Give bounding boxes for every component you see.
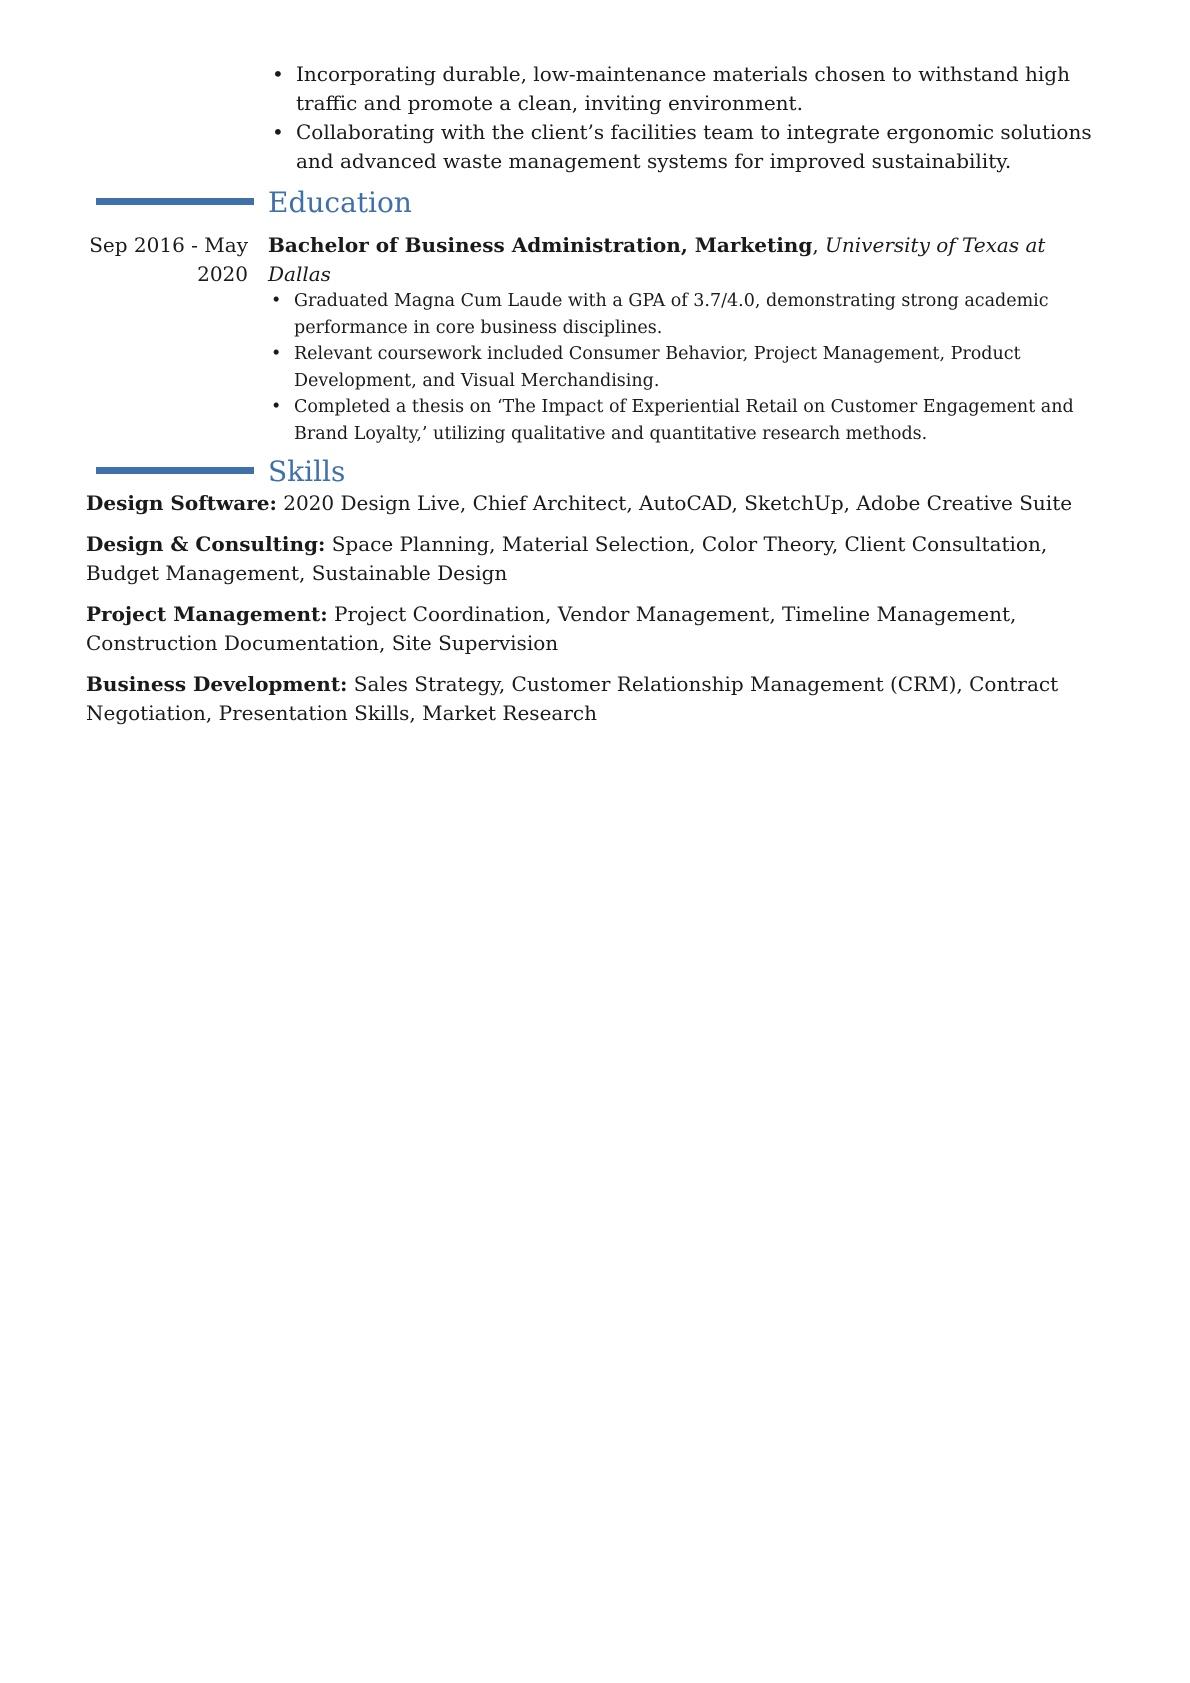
- skill-row-design-consulting: [86, 530, 1106, 588]
- skill-value: Space Planning, Material Selection, Color Theory, Client Consultation, Budget Management, Sustainable Design: [86, 532, 1048, 585]
- skill-value: Sales Strategy, Customer Relationship Management (CRM), Contract Negotiation, Presentation Skills, Market Research: [86, 672, 1059, 725]
- education-date: Sep 2016 - May 2020: [89, 233, 248, 286]
- skill-row-project-management: [86, 600, 1106, 658]
- education-details-list: [268, 288, 1090, 447]
- skill-label: Project Management:: [86, 602, 328, 626]
- school-name: University of Texas at Dallas: [268, 233, 1046, 286]
- education-heading: Education: [268, 186, 412, 219]
- bullet-icon: •: [272, 120, 284, 144]
- skill-row-design-software: [86, 489, 1106, 518]
- skill-label: Design Software:: [86, 491, 277, 515]
- bullet-text: Completed a thesis on ‘The Impact of Experiential Retail on Customer Engagement and Brand Loyalty,’ utilizing qualitative and quantitative research methods.: [294, 397, 1074, 444]
- bullet-text: Incorporating durable, low-maintenance materials chosen to withstand high traffic and promote a clean, inviting environment.: [296, 62, 1070, 115]
- education-section-rule: [96, 198, 254, 205]
- skill-value: Project Coordination, Vendor Management, Timeline Management, Construction Documentation, Site Supervision: [86, 602, 1017, 655]
- skills-section-rule: [96, 467, 254, 474]
- bullet-icon: •: [271, 344, 282, 364]
- list-item: [268, 341, 1090, 394]
- bullet-text: Graduated Magna Cum Laude with a GPA of 3.7/4.0, demonstrating strong academic performance in core business disciplines.: [294, 291, 1049, 338]
- degree-title: Bachelor of Business Administration, Marketing: [268, 233, 813, 257]
- bullet-icon: •: [272, 62, 284, 86]
- bullet-icon: •: [271, 291, 282, 311]
- degree-separator: ,: [812, 233, 826, 257]
- list-item: [268, 60, 1108, 118]
- list-item: [268, 118, 1108, 176]
- experience-continuation-list: [268, 60, 1108, 176]
- skill-label: Design & Consulting:: [86, 532, 326, 556]
- list-item: [268, 394, 1090, 447]
- bullet-text: Collaborating with the client’s facilities team to integrate ergonomic solutions and advanced waste management systems for improved sustainability.: [296, 120, 1092, 173]
- bullet-text: Relevant coursework included Consumer Behavior, Project Management, Product Development, and Visual Merchandising.: [294, 344, 1021, 391]
- bullet-icon: •: [271, 397, 282, 417]
- education-entry-heading: [268, 231, 1090, 289]
- list-item: [268, 288, 1090, 341]
- skill-label: Business Development:: [86, 672, 348, 696]
- skills-heading: Skills: [268, 455, 346, 488]
- skill-row-business-development: [86, 670, 1106, 728]
- skill-value: 2020 Design Live, Chief Architect, AutoCAD, SketchUp, Adobe Creative Suite: [283, 491, 1073, 515]
- skills-list: [86, 489, 1106, 740]
